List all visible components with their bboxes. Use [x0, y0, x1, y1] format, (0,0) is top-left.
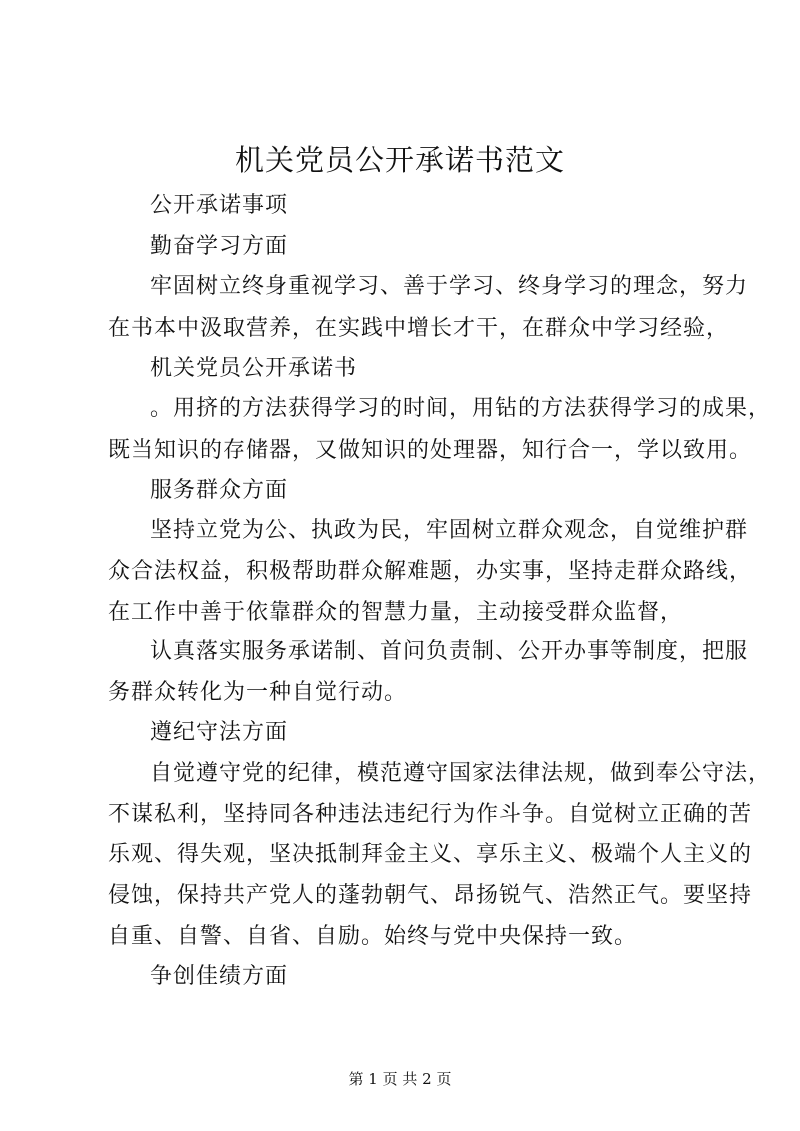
paragraph-line: 众合法权益，积极帮助群众解难题，办实事，坚持走群众路线，	[108, 559, 753, 584]
paragraph-line: 在工作中善于依靠群众的智慧力量，主动接受群众监督，	[108, 600, 684, 625]
paragraph-line: 认真落实服务承诺制、首问负责制、公开办事等制度，把服	[150, 639, 749, 664]
paragraph-line: 机关党员公开承诺书	[150, 356, 358, 381]
paragraph-line: 乐观、得失观，坚决抵制拜金主义、享乐主义、极端个人主义的	[108, 842, 753, 867]
paragraph-line: 坚持立党为公、执政为民，牢固树立群众观念，自觉维护群	[150, 518, 749, 543]
paragraph-line: 务群众转化为一种自觉行动。	[108, 680, 408, 705]
section-label-commitments: 公开承诺事项	[150, 193, 289, 218]
paragraph-line: 在书本中汲取营养，在实践中增长才干，在群众中学习经验，	[108, 316, 730, 341]
page-number: 第 1 页 共 2 页	[348, 1070, 452, 1088]
section-heading-discipline: 遵纪守法方面	[150, 720, 289, 745]
section-heading-study: 勤奋学习方面	[150, 234, 289, 259]
paragraph-line: 自重、自警、自省、自励。始终与党中央保持一致。	[108, 924, 638, 949]
paragraph-line: 牢固树立终身重视学习、善于学习、终身学习的理念，努力	[150, 274, 749, 299]
paragraph-line: 自觉遵守党的纪律，模范遵守国家法律法规，做到奉公守法，	[150, 761, 772, 786]
document-title: 机关党员公开承诺书范文	[234, 143, 565, 177]
section-heading-achievement: 争创佳绩方面	[150, 964, 289, 989]
paragraph-line: 。用挤的方法获得学习的时间，用钻的方法获得学习的成果，	[150, 396, 772, 421]
paragraph-line: 既当知识的存储器，又做知识的处理器，知行合一，学以致用。	[108, 438, 753, 463]
section-heading-service: 服务群众方面	[150, 478, 289, 503]
paragraph-line: 不谋私利，坚持同各种违法违纪行为作斗争。自觉树立正确的苦	[108, 802, 753, 827]
paragraph-line: 侵蚀，保持共产党人的蓬勃朝气、昂扬锐气、浩然正气。要坚持	[108, 883, 753, 908]
